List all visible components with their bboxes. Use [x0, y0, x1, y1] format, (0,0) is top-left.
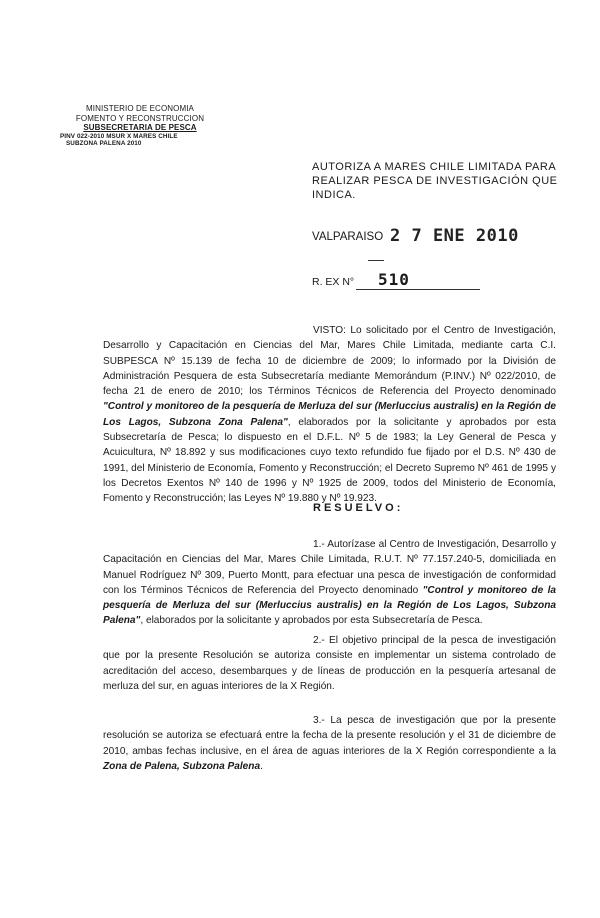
date-stamp: 2 7 ENE 2010: [390, 226, 519, 246]
rex-underline: [356, 289, 480, 290]
ministry-name: MINISTERIO DE ECONOMIA: [86, 104, 194, 113]
reference-code: PINV 022-2010 MSUR X MARES CHILE: [60, 132, 178, 140]
item-2-text: 2.- El objetivo principal de la pesca de investigación que por la presente Resolución se autoriza consiste en implementar un sistema controlado de acreditación del acceso, desembarques y de líneas de producción en la pesquería artesanal de merluza del sur, en aguas interiores de la X Región.: [103, 635, 556, 692]
item-3-text-2: .: [260, 760, 263, 772]
rex-label: R. EX N°: [312, 276, 355, 288]
item-1-text-2: , elaborados por la solicitante y aprobados por esta Subsecretaría de Pesca.: [140, 615, 483, 627]
place-label: VALPARAISO: [312, 231, 384, 243]
ministry-name-2: FOMENTO Y RECONSTRUCCION: [75, 113, 205, 123]
visto-paragraph: [103, 323, 556, 507]
resolution-item-1: [103, 537, 556, 629]
reference-subzone: SUBZONA PALENA 2010: [66, 140, 142, 147]
subsecretaria-name: SUBSECRETARIA DE PESCA: [83, 123, 197, 132]
visto-project-title: "Control y monitoreo de la pesquería de Merluza del sur (Merluccius australis) en la Región de Los Lagos, Subzona Zona Palena": [103, 401, 556, 428]
resolution-item-3: [103, 713, 556, 774]
letterhead: [60, 104, 220, 148]
rex-number: 510: [378, 270, 410, 289]
item-3-zone: Zona de Palena, Subzona Palena: [103, 760, 261, 772]
resuelvo-heading: RESUELVO:: [313, 502, 404, 514]
resolution-number: [312, 258, 572, 290]
visto-text-2: , elaborados por la solicitante y aprobados por esta Subsecretaría de Pesca; lo dispuesto en el D.F.L. Nº 5 de 1983; la Ley General de Pesca y Acuicultura, Nº 18.892 y sus modificaciones cuyo texto refundido fue fijado por el D.S. Nº 430 de 1991, del Ministerio de Economía, Fomento y Reconstrucción; el Decreto Supremo Nº 461 de 1995 y los Decretos Exentos Nº 140 de 1996 y Nº 1925 de 2009, todos del Ministerio de Economía, Fomento y Reconstrucción; las Leyes Nº 19.880 y Nº 19.923.: [103, 416, 556, 505]
visto-text-1: VISTO: Lo solicitado por el Centro de Investigación, Desarrollo y Capacitación en Ciencias del Mar, Mares Chile Limitada, mediante carta C.I. SUBPESCA Nº 15.139 de fecha 10 de diciembre de 2009; lo informado por la División de Administración Pesquera de esta Subsecretaría mediante Memorándum (P.INV.) Nº 022/2010, de fecha 21 de enero de 2010; los Términos Técnicos de Referencia del Proyecto denominado: [103, 325, 556, 398]
item-1-project-title: "Control y monitoreo de la pesquería de Merluza del sur (Merluccius australis) en la Región de Los Lagos, Subzona Palena": [103, 584, 556, 627]
place-date: [312, 226, 572, 250]
resolution-subject: AUTORIZA A MARES CHILE LIMITADA PARA REALIZAR PESCA DE INVESTIGACIÓN QUE INDICA.: [312, 161, 558, 201]
item-3-text-1: 3.- La pesca de investigación que por la presente resolución se autoriza se efectuará entre la fecha de la presente resolución y el 31 de diciembre de 2010, ambas fechas inclusive, en el área de aguas interiores de la X Región correspondiente a la: [103, 715, 556, 757]
item-1-text-1: 1.- Autorízase al Centro de Investigación, Desarrollo y Capacitación en Ciencias del Mar, Mares Chile Limitada, R.U.T. Nº 77.157.240-5, domiciliada en Manuel Rodríguez Nº 309, Puerto Montt, para efectuar una pesca de investigación de conformidad con los Términos Técnicos de Referencia del Proyecto denominado: [103, 539, 556, 596]
resolution-item-2: [103, 633, 556, 694]
rex-dash-mark: [368, 260, 384, 261]
